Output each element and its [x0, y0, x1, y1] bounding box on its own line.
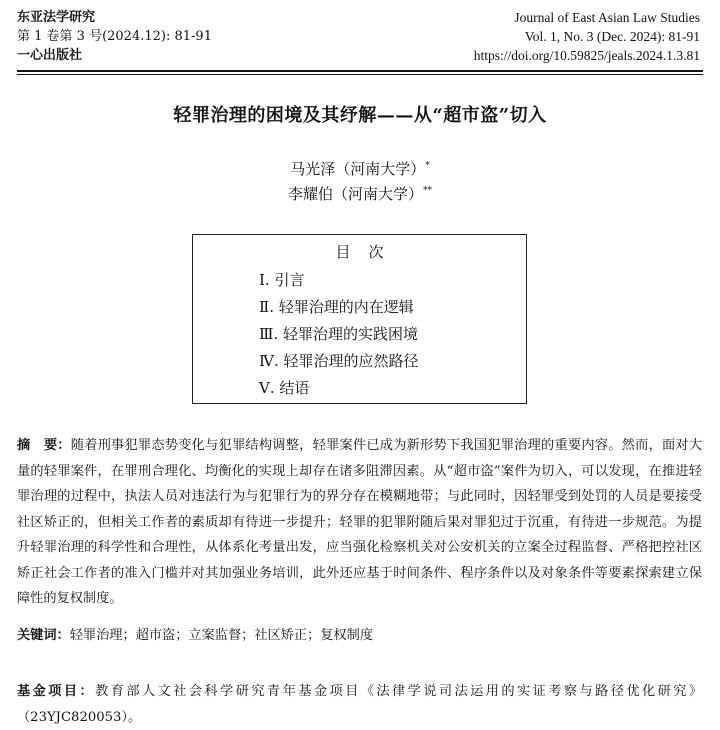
toc-item[interactable]: [259, 348, 419, 375]
publisher-cn: 一心出版社: [17, 48, 83, 63]
toc-item-number: Ⅰ.: [259, 271, 270, 289]
table-of-contents: [192, 234, 527, 404]
journal-name-en: Journal of East Asian Law Studies: [514, 10, 700, 25]
journal-name-cn: 东亚法学研究: [17, 10, 96, 25]
toc-item[interactable]: [259, 375, 419, 402]
author-2-name: 李耀伯（河南大学）: [287, 185, 423, 203]
toc-list: [259, 267, 419, 402]
author-1-name: 马光泽（河南大学）: [290, 160, 426, 178]
toc-item-number: Ⅱ.: [259, 298, 274, 316]
header-rule-thin: [17, 74, 703, 75]
author-1-footnote-mark: *: [425, 161, 430, 171]
toc-item-number: Ⅳ.: [259, 352, 279, 370]
funding-note: [17, 679, 702, 730]
header-rule-thick: [17, 70, 703, 72]
author-2: [0, 183, 720, 204]
toc-item-label: 轻罪治理的实践困境: [283, 325, 419, 343]
toc-item[interactable]: [259, 294, 419, 321]
abstract-text: 随着刑事犯罪态势变化与犯罪结构调整，轻罪案件已成为新形势下我国犯罪治理的重要内容。然而，面对大量的轻罪案件，在罪刑合理化、均衡化的实现上却存在诸多阻滞因素。从“超市盗”案件为切入，可以发现，在推进轻罪治理的过程中，执法人员对违法行为与犯罪行为的界分存在模糊地带；与此同时，因轻罪受到处罚的人员是要接受社区矫正的，但相关工作者的素质却有待进一步提升；轻罪的犯罪附随后果对罪犯过于沉重，有待进一步规范。为提升轻罪治理的科学性和合理性，从体系化考量出发，应当强化检察机关对公安机关的立案全过程监督、严格把控社区矫正社会工作者的准入门槛并对其加强业务培训，此外还应基于时间条件、程序条件以及对象条件等要素探索建立保障性的复权制度。: [17, 438, 703, 606]
journal-header-cn: [17, 8, 212, 65]
journal-header-en: [474, 8, 700, 65]
keywords-text: 轻罪治理；超市盗；立案监督；社区矫正；复权制度: [69, 628, 374, 643]
toc-item[interactable]: [259, 321, 419, 348]
abstract: [17, 433, 702, 612]
toc-item[interactable]: [259, 267, 419, 294]
toc-item-number: Ⅲ.: [259, 325, 279, 343]
toc-item-label: 结语: [279, 379, 310, 397]
funding-label: 基金项目：: [17, 684, 96, 699]
doi-link[interactable]: https://doi.org/10.59825/jeals.2024.1.3.81: [473, 48, 700, 63]
keywords: [17, 623, 702, 649]
paper-title: 轻罪治理的困境及其纾解——从“超市盗”切入: [173, 105, 547, 126]
toc-heading: 目次: [335, 243, 402, 261]
toc-item-label: 引言: [274, 271, 305, 289]
keywords-label: 关键词：: [17, 628, 70, 643]
toc-item-number: Ⅴ.: [259, 379, 275, 397]
toc-item-label: 轻罪治理的内在逻辑: [278, 298, 414, 316]
issue-info-en: Vol. 1, No. 3 (Dec. 2024): 81-91: [524, 29, 700, 44]
issue-info-cn: 第 1 卷第 3 号(2024.12): 81-91: [17, 29, 212, 44]
abstract-label: 摘 要：: [17, 438, 71, 453]
author-2-footnote-mark: **: [423, 186, 432, 196]
toc-item-label: 轻罪治理的应然路径: [283, 352, 419, 370]
funding-text: 教育部人文社会科学研究青年基金项目《法律学说司法运用的实证考察与路径优化研究》（23YJC820053）。: [17, 684, 703, 725]
author-1: [0, 158, 720, 179]
